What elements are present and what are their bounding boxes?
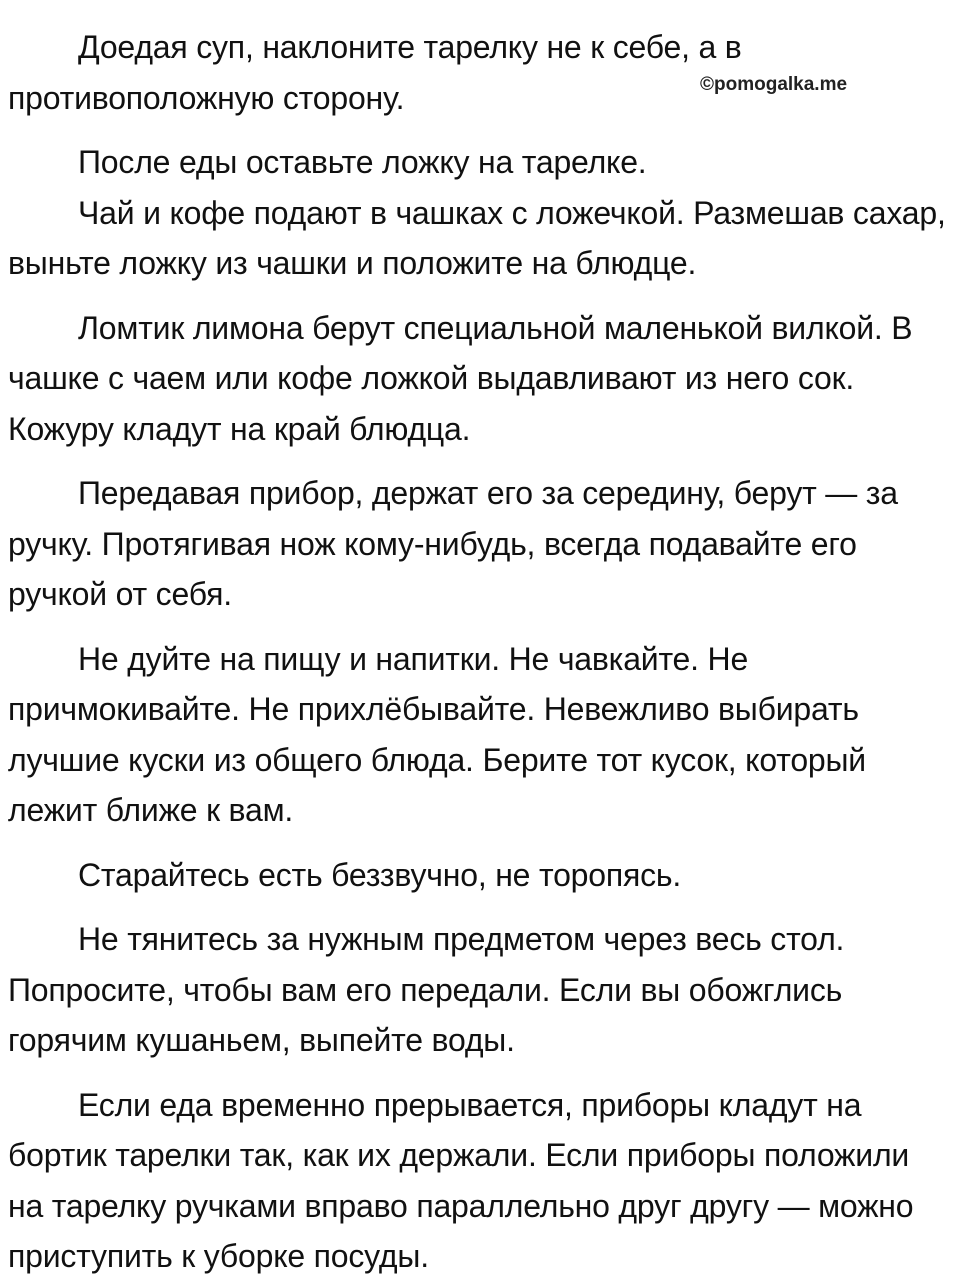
watermark: ©pomogalka.me	[700, 74, 848, 95]
paragraph-lemon: Ломтик лимона берут специальной маленькой вилкой. В чашке с чаем или кофе ложкой выдавливают из него сок. Кожуру кладут на край блюдца.	[8, 309, 913, 447]
document-body	[8, 22, 952, 1282]
paragraph-soup: Доедая суп, наклоните тарелку не к себе, а в противоположную сторону.	[8, 29, 742, 116]
paragraph-spoon: После еды оставьте ложку на тарелке.	[78, 144, 647, 180]
paragraph-eating-manners: Не дуйте на пищу и напитки. Не чавкайте. Не причмокивайте. Не прихлёбывайте. Невежливо выбирать лучшие куски из общего блюда. Берите тот кусок, который лежит ближе к вам.	[8, 640, 866, 828]
paragraph-passing-utensils: Передавая прибор, держат его за середину, берут — за ручку. Протягивая нож кому-нибудь, всегда подавайте его ручкой от себя.	[8, 475, 898, 612]
paragraph-quiet-eating: Старайтесь есть беззвучно, не торопясь.	[78, 856, 682, 893]
paragraph-tea-coffee: Чай и кофе подают в чашках с ложечкой. Размешав сахар, выньте ложку из чашки и положите на блюдце.	[8, 194, 946, 281]
paragraph-pause-meal: Если еда временно прерывается, приборы кладут на бортик тарелки так, как их держали. Если приборы положили на тарелку ручками вправо параллельно друг другу — можно приступить к уборке посуды.	[8, 1086, 914, 1274]
paragraph-reaching: Не тянитесь за нужным предметом через весь стол. Попросите, чтобы вам его передали. Если вы обожглись горячим кушаньем, выпейте воды.	[8, 921, 845, 1058]
